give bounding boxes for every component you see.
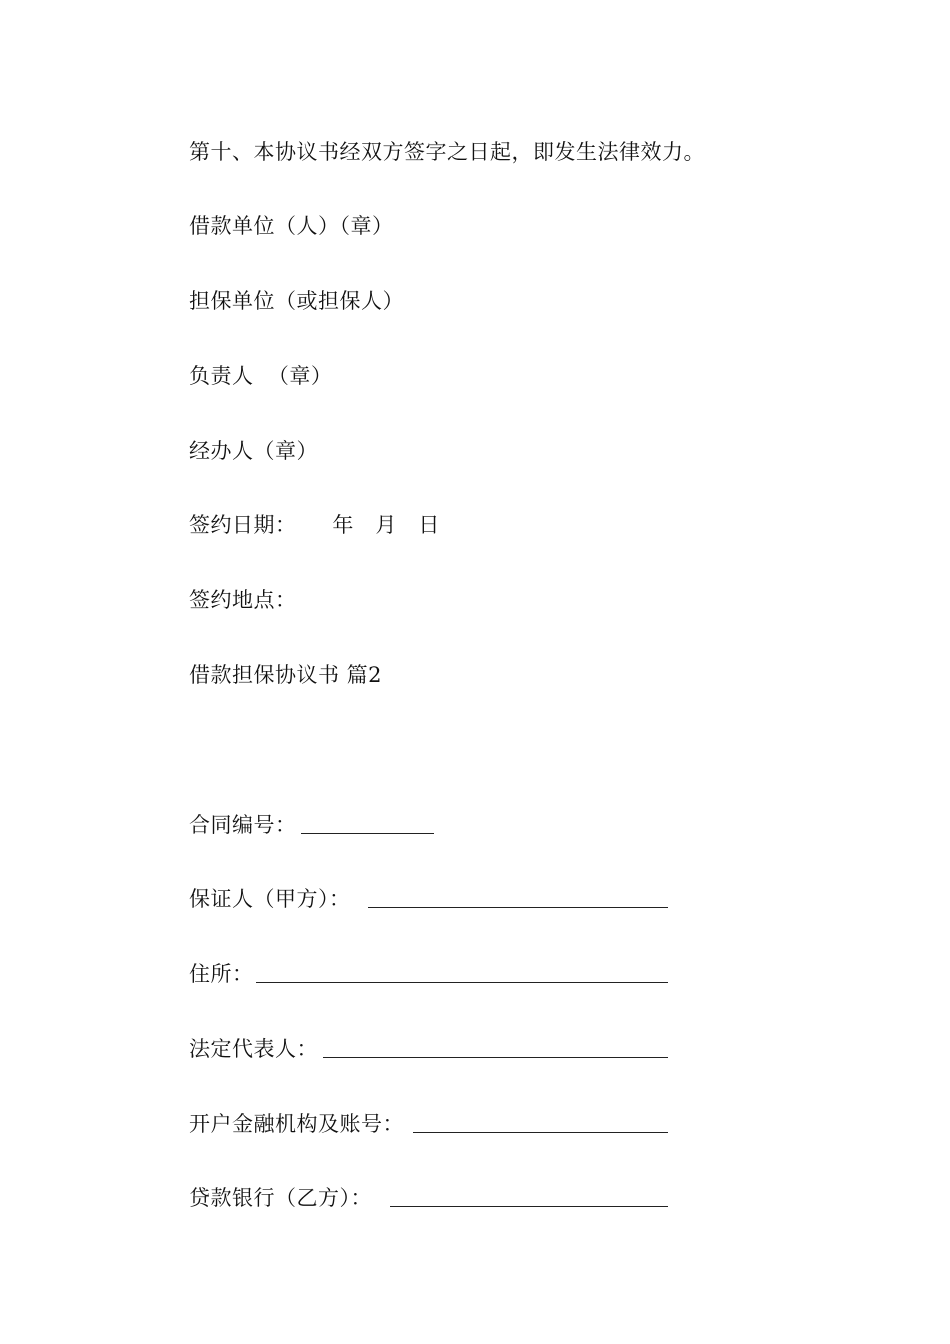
lender-party-b-label: 贷款银行（乙方）：: [189, 1186, 372, 1210]
section-title: 借款担保协议书 篇2: [189, 663, 383, 687]
handler-label: 经办人（章）: [189, 439, 318, 463]
contract-number-field[interactable]: [301, 833, 434, 834]
contract-number-label: 合同编号：: [189, 813, 297, 837]
address-field[interactable]: [256, 982, 668, 983]
guarantor-party-a-label: 保证人（甲方）：: [189, 887, 351, 911]
legal-representative-field[interactable]: [323, 1057, 668, 1058]
legal-representative-label: 法定代表人：: [189, 1037, 318, 1061]
address-label: 住所：: [189, 962, 254, 986]
sign-date-label: 签约日期： 年 月 日: [189, 513, 440, 537]
guarantor-unit-label: 担保单位（或担保人）: [189, 289, 404, 313]
bank-account-label: 开户金融机构及账号：: [189, 1112, 404, 1136]
clause-10-text: 第十、本协议书经双方签字之日起，即发生法律效力。: [189, 140, 705, 164]
bank-account-field[interactable]: [413, 1132, 668, 1133]
lender-party-b-field[interactable]: [390, 1206, 668, 1207]
responsible-person-label: 负责人 （章）: [189, 364, 333, 388]
borrower-label: 借款单位（人）（章）: [189, 214, 394, 238]
guarantor-party-a-field[interactable]: [368, 907, 668, 908]
sign-place-label: 签约地点：: [189, 588, 297, 612]
